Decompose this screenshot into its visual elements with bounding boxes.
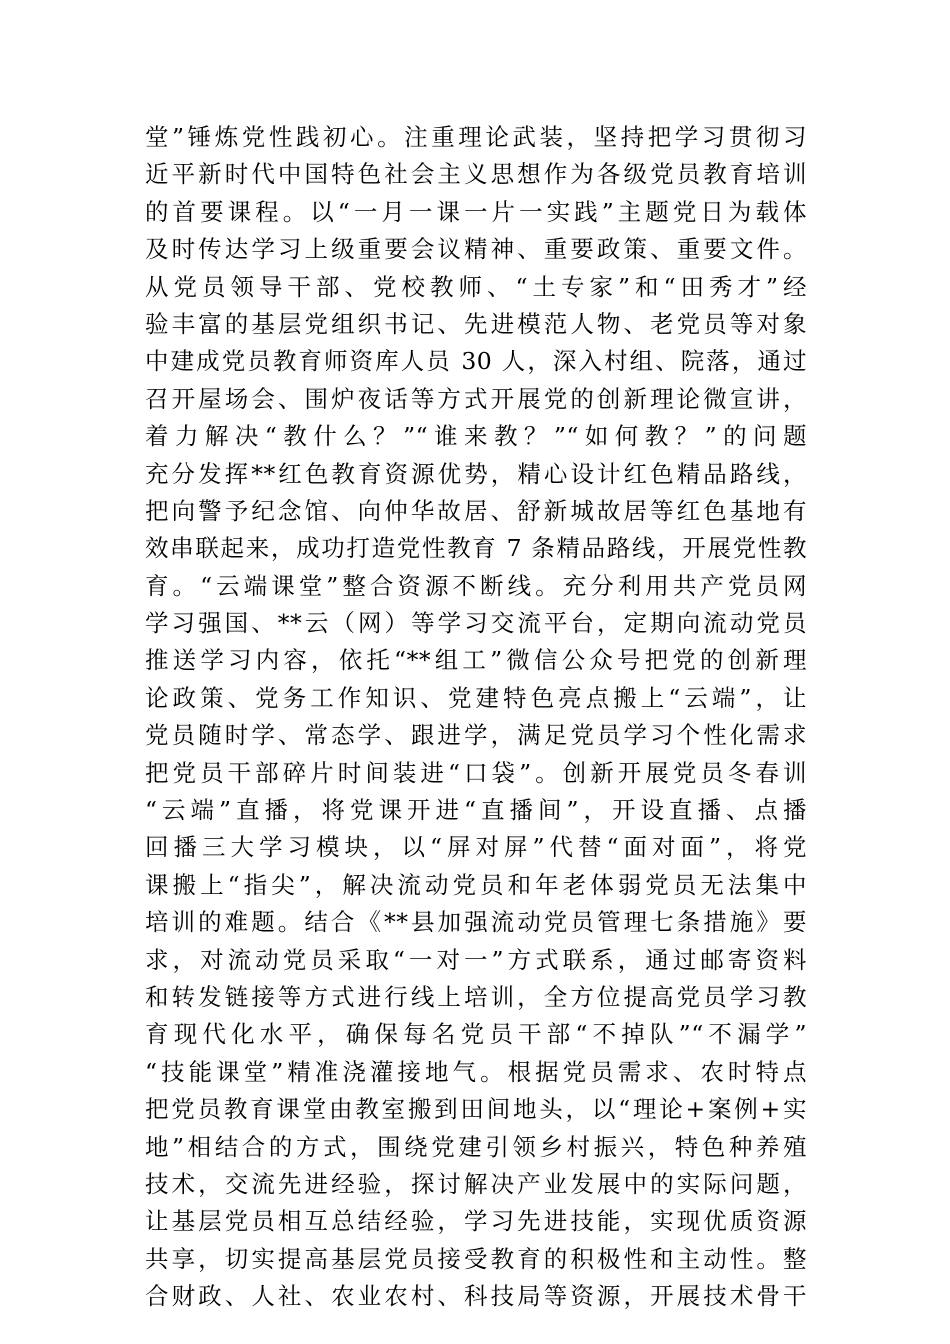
text-line: 让基层党员相互总结经验，学习先进技能，实现优质资源: [145, 1207, 807, 1236]
text-line: 学习强国、**云（网）等学习交流平台，定期向流动党员: [145, 609, 807, 638]
text-line: 推送学习内容，依托“**组工”微信公众号把党的创新理: [145, 646, 807, 675]
text-line: “云端”直播，将党课开进“直播间”，开设直播、点播: [145, 796, 807, 825]
text-line: 着力解决“教什么？”“谁来教？”“如何教？”的问题: [145, 422, 807, 451]
text-line: 合财政、人社、农业农村、科技局等资源，开展技术骨干: [145, 1282, 807, 1311]
text-line: 共享，切实提高基层党员接受教育的积极性和主动性。整: [145, 1244, 807, 1273]
text-line: 回播三大学习模块，以“屏对屏”代替“面对面”，将党: [145, 833, 807, 862]
body-text: [145, 119, 807, 1316]
text-line: 党员随时学、常态学、跟进学，满足党员学习个性化需求: [145, 721, 807, 750]
text-line: 培训的难题。结合《**县加强流动党员管理七条措施》要: [145, 908, 807, 937]
text-line: 和转发链接等方式进行线上培训，全方位提高党员学习教: [145, 982, 807, 1011]
text-line: 求，对流动党员采取“一对一”方式联系，通过邮寄资料: [145, 945, 807, 974]
text-line: 的首要课程。以“一月一课一片一实践”主题党日为载体: [145, 197, 807, 226]
text-line: 把党员干部碎片时间装进“口袋”。创新开展党员冬春训: [145, 758, 807, 787]
text-line: 效串联起来，成功打造党性教育 7 条精品路线，开展党性教: [145, 534, 807, 563]
text-line: 充分发挥**红色教育资源优势，精心设计红色精品路线，: [145, 459, 807, 488]
text-line: 召开屋场会、围炉夜话等方式开展党的创新理论微宣讲，: [145, 384, 807, 413]
text-line: 课搬上“指尖”，解决流动党员和年老体弱党员无法集中: [145, 870, 807, 899]
text-line: 论政策、党务工作知识、党建特色亮点搬上“云端”，让: [145, 683, 807, 712]
text-line: 育。“云端课堂”整合资源不断线。充分利用共产党员网: [145, 571, 807, 600]
text-line: 堂”锤炼党性践初心。注重理论武装，坚持把学习贯彻习: [145, 123, 807, 151]
text-line: 把党员教育课堂由教室搬到田间地头，以“理论+案例+实: [145, 1095, 807, 1124]
text-line: 育现代化水平，确保每名党员干部“不掉队”“不漏学”: [145, 1020, 807, 1049]
text-line: 地”相结合的方式，围绕党建引领乡村振兴，特色种养殖: [145, 1132, 807, 1161]
text-line: 从党员领导干部、党校教师、“土专家”和“田秀才”经: [145, 272, 807, 301]
text-line: 及时传达学习上级重要会议精神、重要政策、重要文件。: [145, 235, 807, 264]
text-line: 验丰富的基层党组织书记、先进模范人物、老党员等对象: [145, 309, 807, 338]
text-line: 中建成党员教育师资库人员 30 人，深入村组、院落，通过: [145, 347, 807, 376]
text-line: 近平新时代中国特色社会主义思想作为各级党员教育培训: [145, 160, 807, 189]
text-line: 技术，交流先进经验，探讨解决产业发展中的实际问题，: [145, 1169, 807, 1198]
text-line: 把向警予纪念馆、向仲华故居、舒新城故居等红色基地有: [145, 496, 807, 525]
text-line: “技能课堂”精准浇灌接地气。根据党员需求、农时特点: [145, 1057, 807, 1086]
